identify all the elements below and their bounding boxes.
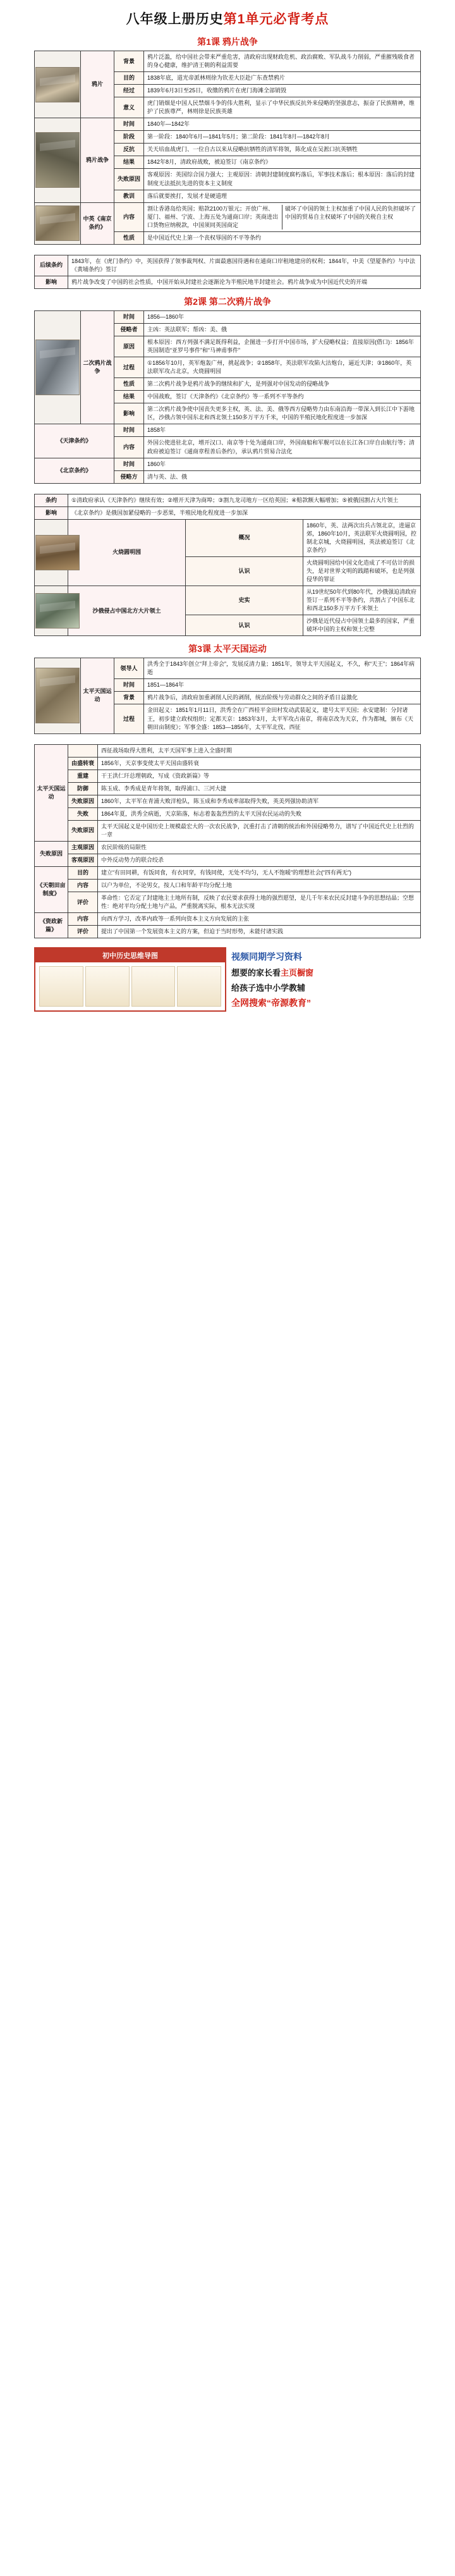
table-row bbox=[35, 202, 421, 231]
l2-sub-result: 结果 bbox=[114, 391, 144, 403]
illustration-second-war bbox=[35, 310, 81, 424]
lesson3-title: 第3课 太平天国运动 bbox=[188, 644, 267, 654]
row-text-purpose: 1838年底，道光帝派林则徐为钦差大臣赴广东查禁鸦片 bbox=[144, 72, 421, 85]
lesson3-table bbox=[34, 658, 421, 733]
l3b-text-4: 1860年，太平军在青浦大败洋枪队，陈玉成和李秀成率部取得失败，英美列强协助清军 bbox=[98, 795, 421, 807]
table-row bbox=[35, 658, 421, 679]
title-suffix: 必背考点 bbox=[273, 12, 329, 27]
after-text-impact: 鸦片战争改变了中国的社会性质，中国开始从封建社会逐渐沦为半殖民地半封建社会。鸦片战争成为中国近代史的开端 bbox=[68, 276, 421, 288]
l2-text-process: ①1856年10月，英军炮轰广州，挑起战争；②1858年，英法联军攻陷大沽炮台，逼近天津；③1860年，英法联军攻占北京，火烧圆明园 bbox=[144, 357, 421, 378]
l3b-text-3: 陈玉成、李秀成是青年将领，取得浦口、三河大捷 bbox=[98, 782, 421, 795]
lesson2-table bbox=[34, 310, 421, 484]
table-row bbox=[35, 255, 421, 276]
row-label-yuanmingyuan: 火烧圆明园 bbox=[68, 519, 186, 586]
ym-sub-view: 认识 bbox=[186, 556, 303, 586]
table-row bbox=[35, 892, 421, 913]
zz-sub-0: 内容 bbox=[68, 913, 98, 926]
nanjing-sub-content: 内容 bbox=[114, 202, 144, 231]
row-text-background: 鸦片泛滥，给中国社会带来严重危害，清政府出现财政危机、政治腐败、军队战斗力削弱，严重摧残吸食者的身心健康，维护清王朝的利益需要 bbox=[144, 51, 421, 72]
tj-text-time: 1858年 bbox=[144, 424, 421, 437]
war-text-resist: 关天培血战虎门、一位自古以来从侵略抗牺牲的清军将领，陈化成在吴淞口抗英牺牲 bbox=[144, 144, 421, 156]
table-row bbox=[35, 782, 421, 795]
promo-line-1: 视频同期学习资料 bbox=[231, 951, 302, 962]
table-row bbox=[35, 842, 421, 854]
ym-text-overview: 1860年，英、法两次出兵占领北京，进逼京郊，1860年10月，英法联军火烧圆明园，控制北京城，火烧圆明园，英法被迫签订《北京条约》 bbox=[303, 519, 421, 556]
tc-text-1: 以户为单位，不论男女，按人口和年龄平均分配土地 bbox=[98, 880, 421, 892]
lesson2-title: 第2课 第二次鸦片战争 bbox=[184, 296, 271, 307]
table-row bbox=[35, 276, 421, 288]
l2-text-time: 1856—1860年 bbox=[144, 310, 421, 323]
l3-text-leader: 洪秀全于1843年创立“拜上帝会”，发展反清力量；1851年，领导太平天国起义，不久，称“天王”；1864年病逝 bbox=[144, 658, 421, 679]
beijing-treaty-table bbox=[34, 494, 421, 637]
tc-sub-0: 目的 bbox=[68, 867, 98, 880]
nanjing-sub-nature: 性质 bbox=[114, 231, 144, 244]
bt-text-terms: ①清政府承认《天津条约》继续有效；②增开天津为商埠；③割九龙司地方一区给英国；④赔款额大幅增加；⑤被俄国割占大片领土 bbox=[68, 494, 421, 506]
war-text-reason: 客观原因：英国综合国力强大；主观原因：清朝封建制度腐朽落后，军事技术落后；根本原因：落后的封建制度无法抵抗先进的资本主义制度 bbox=[144, 169, 421, 190]
l3-sub-leader: 领导人 bbox=[114, 658, 144, 679]
row-label-opium: 鸦片 bbox=[81, 51, 114, 118]
promo-line-4: 全网搜索“帝源教育” bbox=[231, 997, 311, 1008]
table-row bbox=[35, 118, 421, 131]
bj-sub-parties: 侵略方 bbox=[114, 470, 144, 483]
table-row bbox=[35, 807, 421, 820]
zz-text-1: 提出了中国第一个发展资本主义的方案，但迫于当时形势，未能付诸实践 bbox=[98, 926, 421, 938]
nanjing-content-cell bbox=[144, 202, 421, 231]
illustration-yuanmingyuan bbox=[35, 519, 68, 586]
nanjing-text-nature: 是中国近代史上第一个丧权辱国的不平等条约 bbox=[144, 231, 421, 244]
promo-line-2 bbox=[231, 966, 421, 978]
row-label-fail-reason: 失败原因 bbox=[35, 842, 68, 867]
war-text-lesson: 落后就要挨打，发展才是硬道理 bbox=[144, 190, 421, 202]
row-text-process: 1839年6月3日至25日，收缴的鸦片在虎门海滩全部销毁 bbox=[144, 85, 421, 97]
table-row bbox=[35, 744, 421, 757]
table-row bbox=[35, 913, 421, 926]
preview-page-4 bbox=[177, 966, 221, 1007]
row-sub-background: 背景 bbox=[114, 51, 144, 72]
preview-page-1 bbox=[39, 966, 83, 1007]
table-row bbox=[35, 757, 421, 770]
illustration-taiping bbox=[35, 658, 81, 733]
table-row bbox=[35, 458, 421, 470]
l3-sub-time: 时间 bbox=[114, 679, 144, 692]
document-page bbox=[0, 0, 455, 1012]
l2-sub-time: 时间 bbox=[114, 310, 144, 323]
l3b-sub-2: 重建 bbox=[68, 770, 98, 782]
ru-sub-facts: 史实 bbox=[186, 586, 303, 615]
l3-text-background: 鸦片战争后，清政府加重剥削人民的剥削，统治阶级与劳动群众之间的矛盾日益激化 bbox=[144, 692, 421, 704]
table-row bbox=[35, 820, 421, 841]
after-sub-impact: 影响 bbox=[35, 276, 68, 288]
war-text-result: 1842年8月，清政府战败，被迫签订《南京条约》 bbox=[144, 156, 421, 169]
l3b-text-5: 1864年夏，洪秀全病逝，天京陷落，标志着轰轰烈烈的太平天国农民运动的失败 bbox=[98, 807, 421, 820]
table-row bbox=[35, 51, 421, 72]
promo-line-3: 给孩子选中小学教辅 bbox=[231, 983, 306, 993]
table-row bbox=[35, 880, 421, 892]
table-row bbox=[35, 424, 421, 437]
l2-sub-cause: 原因 bbox=[114, 336, 144, 357]
title-prefix: 八年级上册历史 bbox=[126, 12, 224, 27]
table-row bbox=[35, 795, 421, 807]
l3b-sub-3: 防御 bbox=[68, 782, 98, 795]
bt-sub-terms: 条约 bbox=[35, 494, 68, 506]
l3b-sub-6: 失败原因 bbox=[68, 820, 98, 841]
war-sub-result: 结果 bbox=[114, 156, 144, 169]
l3b-sub-8: 客观原因 bbox=[68, 854, 98, 867]
l2-text-impact: 第二次鸦片战争使中国丧失更多主权，英、法、美、俄等西方侵略势力由东南沿海一带深入到长江中下游地区，沙俄占领中国东北和西北领土150多万平方千米，中国的半殖民地化程度进一步加深 bbox=[144, 403, 421, 424]
war-sub-time: 时间 bbox=[114, 118, 144, 131]
row-label-tianchao: 《天朝田亩制度》 bbox=[35, 867, 68, 913]
l3b-text-2: 干王洪仁玕总理朝政，写成《资政新篇》等 bbox=[98, 770, 421, 782]
table-row bbox=[35, 926, 421, 938]
table-row bbox=[35, 494, 421, 506]
war-sub-lesson: 教训 bbox=[114, 190, 144, 202]
l2-text-nature: 第二次鸦片战争是鸦片战争的继续和扩大，是列强对中国发动的侵略战争 bbox=[144, 378, 421, 391]
bt-text-impact: 《北京条约》是俄国加紧侵略的一步恶果，半殖民地化程度进一步加深 bbox=[68, 506, 421, 519]
l3b-text-1: 1856年，天京事变使太平天国由盛转衰 bbox=[98, 757, 421, 770]
row-label-taiping2: 太平天国运动 bbox=[35, 744, 68, 841]
row-label-nanjing: 中英《南京条约》 bbox=[81, 202, 114, 244]
bt-sub-impact: 影响 bbox=[35, 506, 68, 519]
l2-text-result: 中国战败，签订《天津条约》《北京条约》等一系列不平等条约 bbox=[144, 391, 421, 403]
table-row bbox=[35, 854, 421, 867]
lesson1-title: 第1课 鸦片战争 bbox=[197, 37, 258, 47]
l3-sub-background: 背景 bbox=[114, 692, 144, 704]
zz-sub-1: 评价 bbox=[68, 926, 98, 938]
l3b-text-6: 太平天国起义是中国历史上规模最宏大的一次农民战争，沉重打击了清朝的统治和外国侵略势力，谱写了中国近代史上壮烈的一章 bbox=[98, 820, 421, 841]
promo-line-2a: 想要的家长看 bbox=[231, 967, 281, 978]
row-label-second-war: 二次鸦片战争 bbox=[81, 310, 114, 424]
promo-text bbox=[231, 947, 421, 1012]
l3b-text-7: 农民阶级的局限性 bbox=[98, 842, 421, 854]
table-row bbox=[35, 506, 421, 519]
row-label-zizheng: 《资政新篇》 bbox=[35, 913, 68, 938]
preview-page-3 bbox=[131, 966, 176, 1007]
illustration-treaty bbox=[35, 202, 81, 244]
after-text-treaties: 1843年，在《虎门条约》中，英国获得了领事裁判权、片面最惠国待遇和在通商口岸租地建房的权利；1844年，中美《望厦条约》与中法《黄埔条约》签订 bbox=[68, 255, 421, 276]
l2-sub-impact: 影响 bbox=[114, 403, 144, 424]
l2-sub-process: 过程 bbox=[114, 357, 144, 378]
tc-sub-1: 内容 bbox=[68, 880, 98, 892]
l3b-text-8: 中外反动势力的联合绞杀 bbox=[98, 854, 421, 867]
row-label-tianjin: 《天津条约》 bbox=[35, 424, 114, 458]
l2-text-invaders: 主凶：英法联军；帮凶：美、俄 bbox=[144, 323, 421, 336]
l3b-sub-5: 失败 bbox=[68, 807, 98, 820]
promo-footer bbox=[34, 947, 421, 1012]
l3b-sub-4: 失败原因 bbox=[68, 795, 98, 807]
promo-card-title: 初中历史思维导图 bbox=[35, 948, 225, 962]
promo-line-2b[interactable]: 主页橱窗 bbox=[281, 967, 314, 978]
illustration-russia-map bbox=[35, 586, 68, 636]
war-sub-reason: 失败原因 bbox=[114, 169, 144, 190]
promo-card-preview bbox=[35, 962, 225, 1010]
row-label-beijing: 《北京条约》 bbox=[35, 458, 114, 483]
preview-page-2 bbox=[85, 966, 130, 1007]
illustration-war bbox=[35, 118, 81, 202]
ru-text-facts: 从19世纪50年代到80年代，沙俄强迫清政府签订一系列不平等条约，共割占了中国东北和西北150多万平方千米领土 bbox=[303, 586, 421, 615]
title-highlight: 第1单元 bbox=[223, 12, 274, 27]
bj-text-parties: 清与英、法、俄 bbox=[144, 470, 421, 483]
table-row bbox=[35, 310, 421, 323]
l2-text-cause: 根本原因：西方列强不满足既得利益，企图进一步打开中国市场，扩大侵略权益；直接原因(借口)：1856年英国制造“亚罗号事件”和“马神甫事件” bbox=[144, 336, 421, 357]
ym-sub-overview: 概况 bbox=[186, 519, 303, 556]
after-war-table bbox=[34, 255, 421, 289]
nanjing-effects: 破坏了中国的领土主权加重了中国人民的负担破坏了中国的贸易自主权破坏了中国的关税自主权 bbox=[285, 205, 416, 220]
war-sub-stage: 阶段 bbox=[114, 131, 144, 144]
table-row bbox=[35, 867, 421, 880]
tj-text-content: 外国公使进驻北京，增开汉口、南京等十处为通商口岸，外国商船和军舰可以在长江各口岸自由航行等；清政府被迫签订《通商章程善后条约》，承认鸦片贸易合法化 bbox=[144, 437, 421, 458]
row-label-war: 鸦片战争 bbox=[81, 118, 114, 202]
war-sub-resist: 反抗 bbox=[114, 144, 144, 156]
l3-text-process: 金田起义：1851年1月11日，洪秀全在广西桂平金田村发动武装起义，建号太平天国；永安建制：分封诸王，初步建立政权组织；定都天京：1853年3月，太平军攻占南京，将南京改为天京，作为都城，颁布《天朝田亩制度》；军事全盛：1853—1856年，太平军北伐、西征 bbox=[144, 704, 421, 733]
promo-card[interactable] bbox=[34, 947, 226, 1012]
ru-text-view: 沙俄是近代侵占中国领土最多的国家，严重破坏中国的主权和领土完整 bbox=[303, 615, 421, 636]
l3b-text-0: 西征战场取得大胜利，太平天国军事上进入全盛时期 bbox=[98, 744, 421, 757]
war-text-time: 1840年—1842年 bbox=[144, 118, 421, 131]
zz-text-0: 向西方学习，改革内政等一系列向资本主义方向发展的主张 bbox=[98, 913, 421, 926]
tc-text-2: 革命性：它否定了封建地主土地所有制，反映了农民要求获得土地的强烈愿望，是几千年来农民反封建斗争的思想结晶；空想性：绝对平均分配土地与产品，严重脱离实际，根本无法实现 bbox=[98, 892, 421, 913]
nanjing-terms: 割让香港岛给英国；赔款2100万银元；开放广州、厦门、福州、宁波、上海五处为通商口岸；英商进出口货物应纳税款，中国须同英国商定 bbox=[147, 205, 282, 230]
table-row bbox=[35, 586, 421, 615]
tj-sub-content: 内容 bbox=[114, 437, 144, 458]
l3-text-time: 1851—1864年 bbox=[144, 679, 421, 692]
ym-text-view: 火烧圆明园给中国文化造成了不可估计的损失，是对世界文明的践踏和破坏，也是列强侵华的罪证 bbox=[303, 556, 421, 586]
tc-text-0: 建立“有田同耕，有饭同食，有衣同穿，有钱同使，无处不均匀，无人不饱暖”的理想社会(“四有两无”) bbox=[98, 867, 421, 880]
lesson3-continued-table bbox=[34, 744, 421, 939]
row-sub-process: 经过 bbox=[114, 85, 144, 97]
ru-sub-view: 认识 bbox=[186, 615, 303, 636]
page-title bbox=[0, 0, 455, 32]
war-text-stage: 第一阶段：1840年6月—1841年5月；第二阶段：1841年8月—1842年8月 bbox=[144, 131, 421, 144]
bj-sub-time: 时间 bbox=[114, 458, 144, 470]
tc-sub-2: 评价 bbox=[68, 892, 98, 913]
l2-sub-invaders: 侵略者 bbox=[114, 323, 144, 336]
bj-text-time: 1860年 bbox=[144, 458, 421, 470]
table-row bbox=[35, 770, 421, 782]
row-label-taiping: 太平天国运动 bbox=[81, 658, 114, 733]
row-text-significance: 虎门销烟是中国人民禁烟斗争的伟大胜利，显示了中华民族反抗外来侵略的坚强意志，振奋了民族精神，维护了民族尊严，林则徐是民族英雄 bbox=[144, 97, 421, 118]
row-sub-significance: 意义 bbox=[114, 97, 144, 118]
l3b-sub-7: 主观原因 bbox=[68, 842, 98, 854]
table-row bbox=[35, 519, 421, 556]
l3-sub-process: 过程 bbox=[114, 704, 144, 733]
l2-sub-nature: 性质 bbox=[114, 378, 144, 391]
illustration-opium bbox=[35, 51, 81, 118]
after-sub-treaties: 后续条约 bbox=[35, 255, 68, 276]
lesson1-table bbox=[34, 51, 421, 245]
l3b-sub-1: 由盛转衰 bbox=[68, 757, 98, 770]
l3b-sub-0 bbox=[68, 744, 98, 757]
row-sub-purpose: 目的 bbox=[114, 72, 144, 85]
row-label-russia: 沙俄侵占中国北方大片领土 bbox=[68, 586, 186, 636]
tj-sub-time: 时间 bbox=[114, 424, 144, 437]
